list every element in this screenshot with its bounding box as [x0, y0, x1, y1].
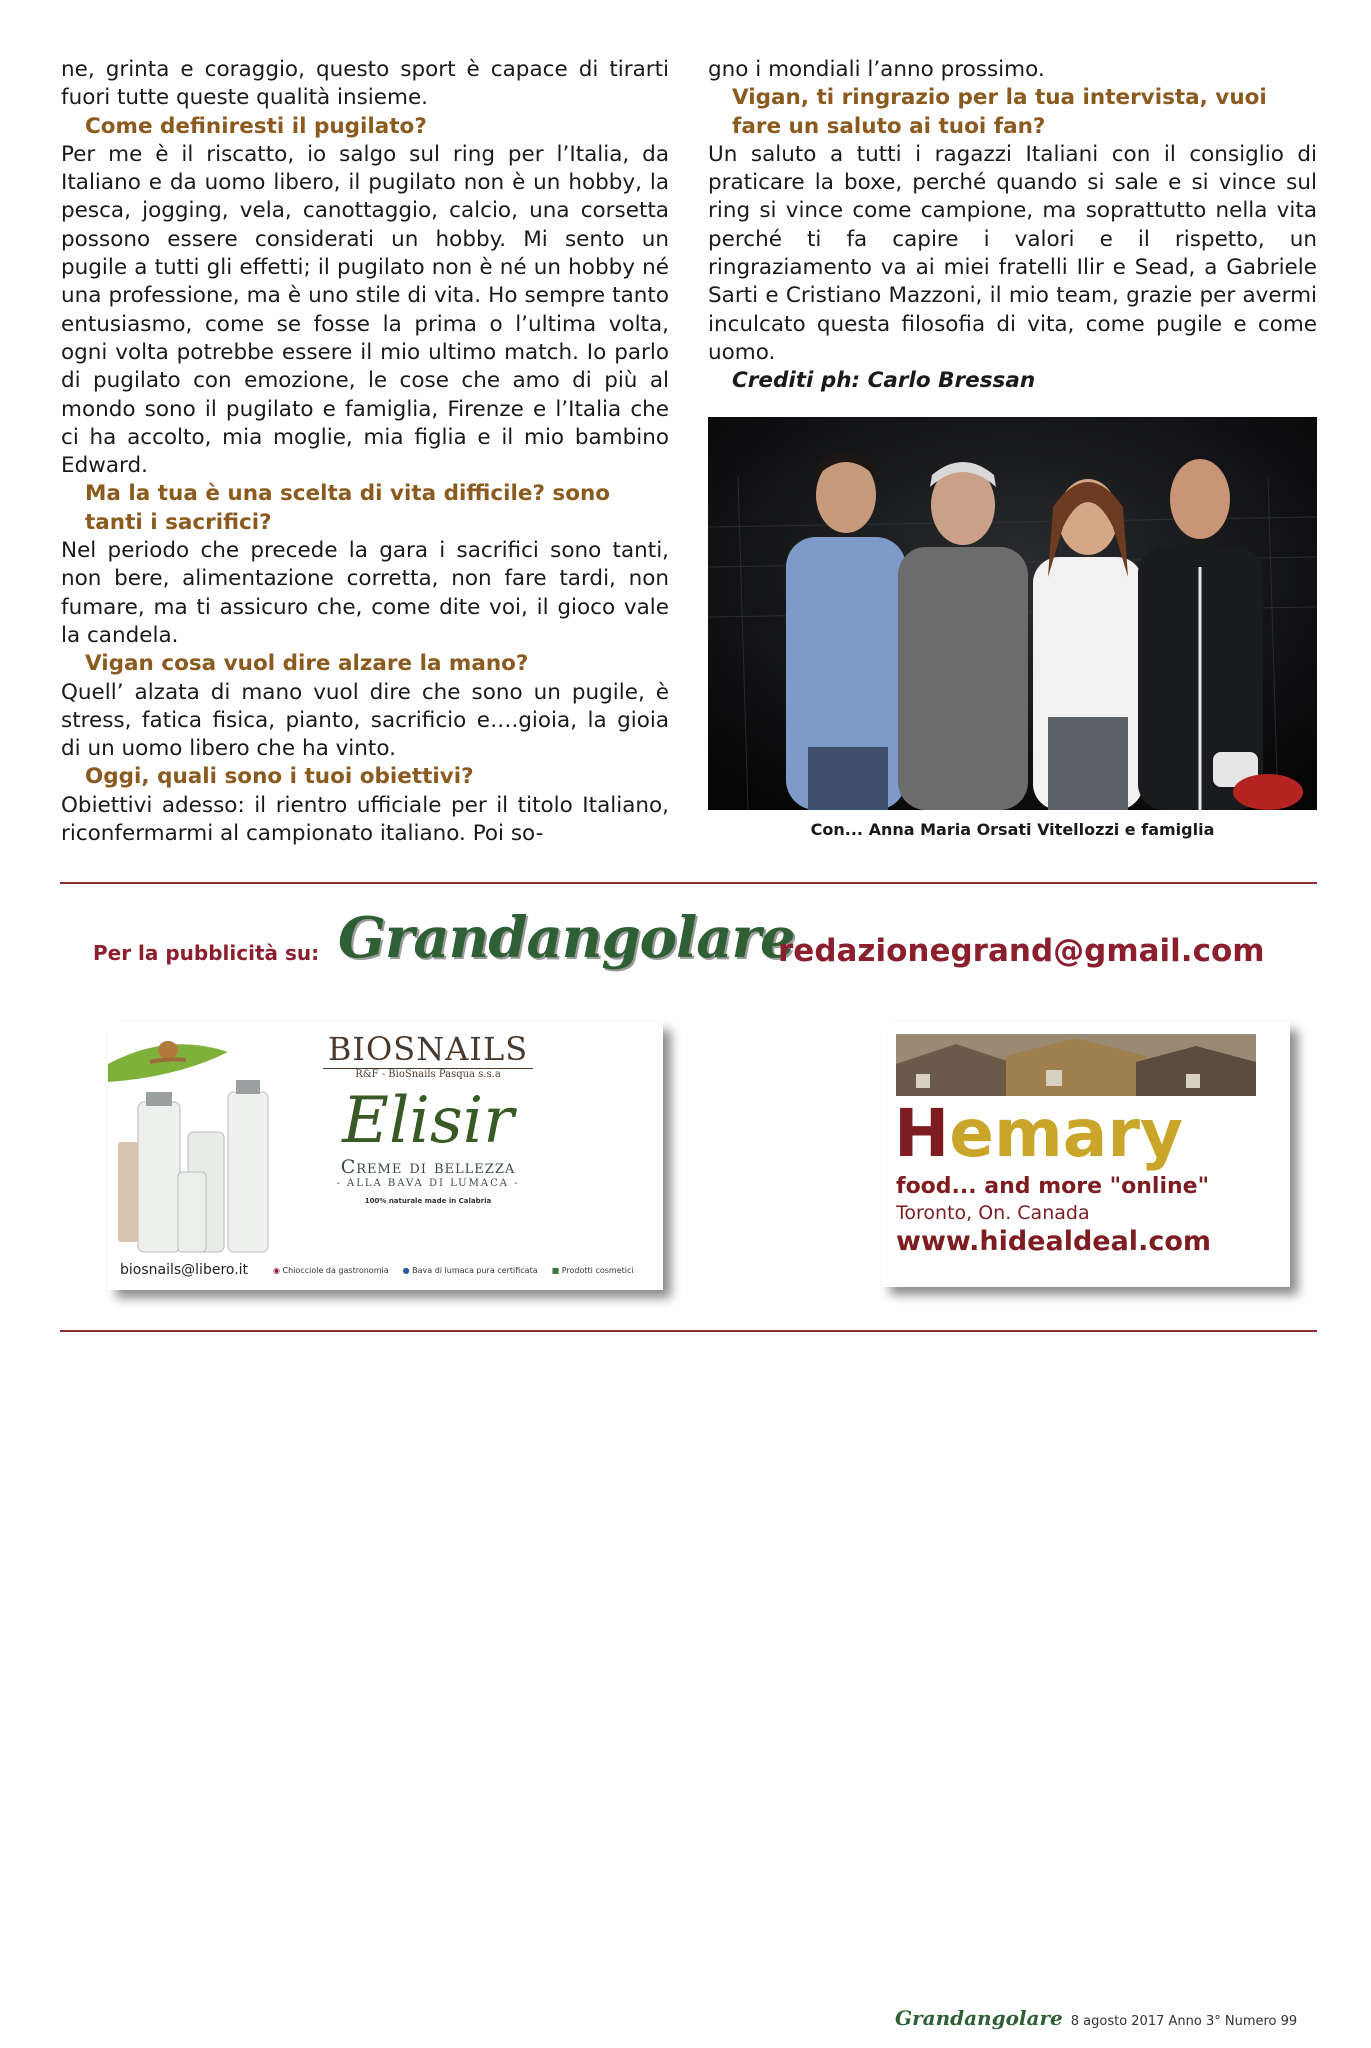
article-right-column [708, 56, 1317, 396]
group-photo [708, 417, 1317, 810]
hemary-logo-initial: H [894, 1095, 950, 1172]
page-footer [895, 2006, 1297, 2030]
hemary-website-link[interactable]: www.hidealdeal.com [896, 1226, 1212, 1257]
biosnails-subline: - ALLA BAVA DI LUMACA - [336, 1178, 520, 1189]
divider-top [60, 882, 1317, 884]
feature-gastronomy: ◉ Chiocciole da gastronomia [273, 1266, 389, 1275]
interview-question: Vigan, ti ringrazio per la tua intervista, vuoi fare un saluto ai tuoi fan? [732, 85, 1267, 139]
photo-credit: Crediti ph: Carlo Bressan [732, 368, 1036, 394]
interview-answer: ne, grinta e coraggio, questo sport è capace di tirarti fuori tutte queste qualità insieme. [61, 57, 669, 111]
biosnails-headline: Creme di bellezza [340, 1156, 516, 1178]
droplet-icon: ● [402, 1266, 410, 1275]
elisir-product-name: Elisir [342, 1084, 514, 1158]
group-photo-illustration [708, 417, 1317, 810]
advertising-label: Per la pubblicità su: [93, 941, 320, 965]
hemary-advert[interactable] [882, 1022, 1290, 1287]
biosnails-email-link[interactable]: biosnails@libero.it [120, 1262, 249, 1278]
biosnails-advert[interactable] [108, 1022, 663, 1290]
interview-answer: Per me è il riscatto, io salgo sul ring per l’Italia, da Italiano e da uomo libero, il pugilato non è un hobby, la pesca, jogging, vela, canottaggio, calcio, una corsetta possono essere considerati un hobby. Mi sento un pugile a tutti gli effetti; il pugilato non è né un hobby né una professione, ma è uno stile di vita. Ho sempre tanto entusiasmo, come se fosse la prima o l’ultima volta, ogni volta potrebbe essere il mio ultimo match. Io parlo di pugilato con emozione, le cose che amo di più al mondo sono il pugilato e famiglia, Firenze e l’Italia che ci ha accolto, mia moglie, mia figlia e il mio bambino Edward. [61, 141, 669, 479]
interview-question: Come definiresti il pugilato? [85, 113, 427, 139]
continued-text: gno i mondiali l’anno prossimo. [708, 57, 1045, 82]
biosnails-logo-subtitle: R&F - BioSnails Pasqua s.s.a [323, 1068, 533, 1080]
footer-brand: Grandangolare [895, 2006, 1063, 2030]
feature-certified: ● Bava di lumaca pura certificata [402, 1266, 538, 1275]
snail-shell-icon: ◉ [273, 1266, 280, 1275]
footer-issue: 8 agosto 2017 Anno 3° Numero 99 [1070, 2014, 1298, 2029]
snail-icon [158, 1041, 178, 1059]
feature-cosmetics: ■ Prodotti cosmetici [551, 1266, 634, 1275]
interview-question: Vigan cosa vuol dire alzare la mano? [85, 651, 529, 677]
interview-question: Oggi, quali sono i tuoi obiettivi? [85, 764, 474, 790]
hemary-location: Toronto, On. Canada [896, 1202, 1090, 1224]
interview-answer: Obiettivi adesso: il rientro ufficiale per il titolo Italiano, riconfermarmi al campionato italiano. Poi so- [61, 792, 669, 847]
interview-answer: Nel periodo che precede la gara i sacrifici sono tanti, non bere, alimentazione corretta, non fare tardi, non fumare, ma ti assicuro che, come dite voi, il gioco vale la candela. [61, 538, 669, 648]
cosmetic-jar-icon: ■ [551, 1266, 560, 1275]
divider-bottom [60, 1330, 1317, 1332]
hemary-tagline: food... and more "online" [896, 1174, 1210, 1199]
rooftops-image [896, 1034, 1256, 1096]
made-in-calabria-badge: 100% naturale made in Calabria [364, 1197, 492, 1205]
interview-question: Ma la tua è una scelta di vita difficile? sono tanti i sacrifici? [85, 481, 611, 535]
photo-caption: Con... Anna Maria Orsati Vitellozzi e famiglia [810, 820, 1215, 839]
grandangolare-logo: Grandangolare [338, 905, 795, 971]
hemary-logo-rest: emary [949, 1095, 1183, 1172]
advertising-email-link[interactable]: redazionegrand@gmail.com [778, 933, 1265, 969]
article-left-column [61, 56, 669, 848]
interview-answer: Un saluto a tutti i ragazzi Italiani con il consiglio di praticare la boxe, perché quando si sale e si vince sul ring si vince come campione, ma soprattutto nella vita perché ti fa capire i valori e il rispetto, un ringraziamento va ai miei fratelli Ilir e Sead, a Gabriele Sarti e Cristiano Mazzoni, il mio team, grazie per avermi inculcato questa filosofia di vita, come pugile e come uomo. [708, 141, 1317, 365]
interview-answer: Quell’ alzata di mano vuol dire che sono un pugile, è stress, fatica fisica, pianto, sacrificio e….gioia, la gioia di un uomo libero che ha vinto. [61, 679, 669, 762]
biosnails-logo: BIOSNAILS [327, 1030, 529, 1068]
advertising-banner [60, 905, 1317, 995]
